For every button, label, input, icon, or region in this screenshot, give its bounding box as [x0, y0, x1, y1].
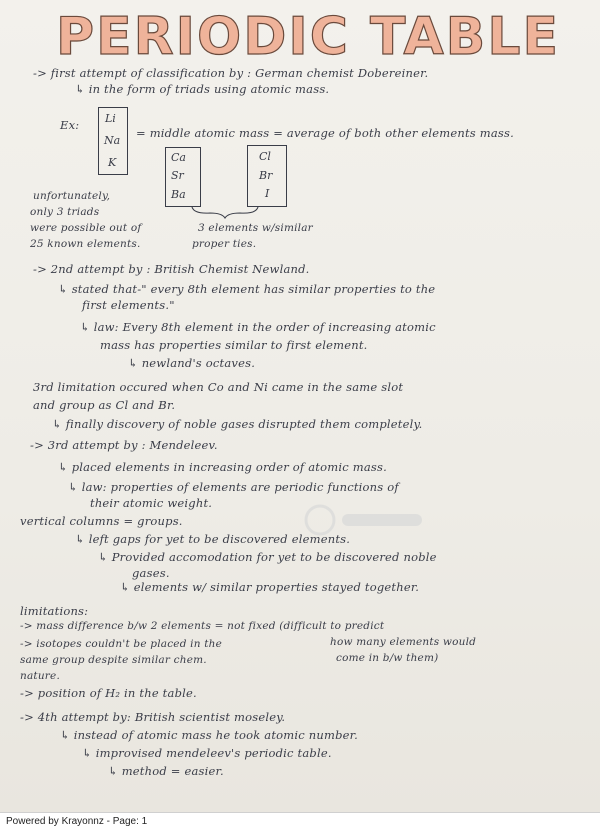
triad-2-element-2: Sr — [171, 169, 184, 182]
title-svg — [38, 6, 578, 64]
line-instead: ↳ instead of atomic mass he took atomic number. — [60, 728, 358, 742]
line-isotopes-1: -> isotopes couldn't be placed in the — [20, 638, 223, 650]
line-mass-difference: -> mass difference b/w 2 elements = not fixed (difficult to predict — [20, 620, 385, 632]
line-limitation-1: 3rd limitation occured when Co and Ni came in the same slot — [33, 380, 404, 394]
line-left-gaps: ↳ left gaps for yet to be discovered elements. — [75, 532, 351, 546]
footer-text: Powered by Krayonnz - Page: 1 — [6, 816, 148, 827]
line-placed: ↳ placed elements in increasing order of atomic mass. — [58, 460, 387, 474]
line-fourth-attempt: -> 4th attempt by: British scientist moseley. — [20, 710, 286, 724]
note-unfortunately-2: only 3 triads — [30, 206, 100, 218]
line-noble-gases: ↳ finally discovery of noble gases disrupted them completely. — [52, 417, 423, 431]
line-limitation-2: and group as Cl and Br. — [33, 398, 176, 412]
triad-3-element-1: Cl — [259, 150, 271, 163]
triad-2-element-1: Ca — [171, 151, 186, 164]
line-how-many-1: how many elements would — [330, 636, 477, 648]
line-hydrogen-position: -> position of H₂ in the table. — [20, 686, 197, 700]
line-mendeleev-law-2: their atomic weight. — [90, 496, 213, 510]
note-similar-1: 3 elements w/similar — [198, 222, 313, 234]
line-first-attempt: -> first attempt of classification by : German chemist Dobereiner. — [33, 66, 429, 80]
note-unfortunately-4: 25 known elements. — [30, 238, 141, 250]
line-stated-1: ↳ stated that-" every 8th element has similar properties to the — [58, 282, 436, 296]
brace-icon — [190, 205, 260, 219]
line-third-attempt: -> 3rd attempt by : Mendeleev. — [30, 438, 218, 452]
line-second-attempt: -> 2nd attempt by : British Chemist Newland. — [33, 262, 310, 276]
note-unfortunately-3: were possible out of — [30, 222, 142, 234]
watermark-icon — [300, 500, 430, 540]
note-similar-2: proper ties. — [192, 238, 257, 250]
triad-2-element-3: Ba — [171, 188, 186, 201]
line-stayed-together: ↳ elements w/ similar properties stayed together. — [120, 580, 420, 594]
line-newland-law-2: mass has properties similar to first element. — [100, 338, 368, 352]
line-triads: ↳ in the form of triads using atomic mass. — [75, 82, 330, 96]
line-improvised: ↳ improvised mendeleev's periodic table. — [82, 746, 332, 760]
line-isotopes-2: same group despite similar chem. — [20, 654, 207, 666]
line-isotopes-3: nature. — [20, 670, 60, 682]
title-text: PERIODIC TABLE — [56, 7, 560, 64]
footer-bar — [0, 812, 600, 832]
line-how-many-2: come in b/w them) — [336, 652, 439, 664]
line-middle-mass: = middle atomic mass = average of both other elements mass. — [136, 126, 514, 140]
line-vertical-columns: vertical columns = groups. — [20, 514, 183, 528]
line-mendeleev-law-1: ↳ law: properties of elements are periodic functions of — [68, 480, 399, 494]
triad-1-element-2: Na — [104, 134, 121, 147]
page-title — [38, 6, 578, 64]
line-octaves: ↳ newland's octaves. — [128, 356, 256, 370]
line-newland-law-1: ↳ law: Every 8th element in the order of increasing atomic — [80, 320, 436, 334]
heading-limitations: limitations: — [20, 604, 89, 618]
note-unfortunately-1: unfortunately, — [33, 190, 111, 202]
triad-1-element-3: K — [108, 156, 117, 169]
triad-3-element-2: Br — [259, 169, 273, 182]
line-accomodation-2: gases. — [132, 566, 170, 580]
triad-1-element-1: Li — [105, 112, 116, 125]
triad-3-element-3: I — [265, 187, 270, 200]
line-method: ↳ method = easier. — [108, 764, 224, 778]
line-accomodation-1: ↳ Provided accomodation for yet to be discovered noble — [98, 550, 437, 564]
label-example: Ex: — [60, 118, 80, 132]
line-stated-2: first elements." — [82, 298, 175, 312]
